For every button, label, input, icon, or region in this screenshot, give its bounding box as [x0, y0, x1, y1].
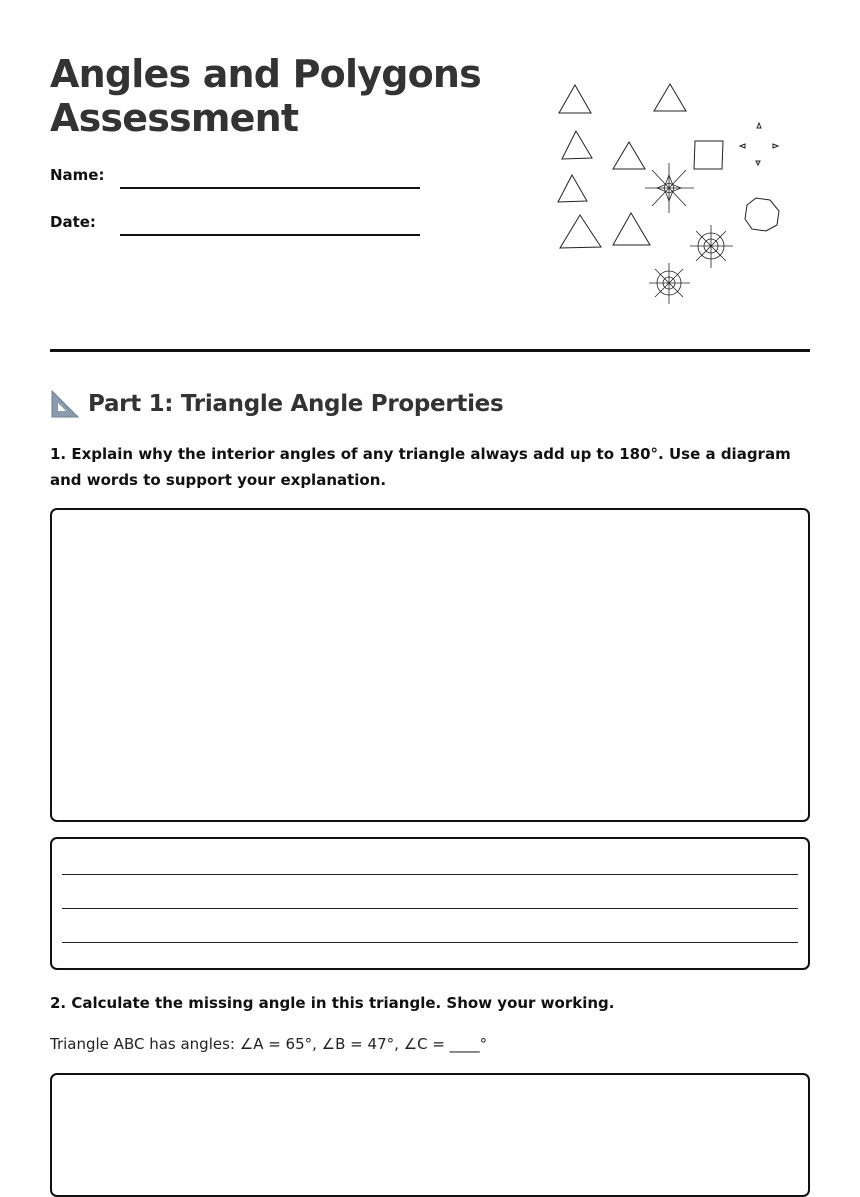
question-2: 2. Calculate the missing angle in this triangle. Show your working. [50, 994, 615, 1012]
q1-written-answer-box[interactable] [50, 837, 810, 970]
answer-line [62, 874, 798, 875]
name-field[interactable] [120, 187, 420, 189]
part1-heading [50, 388, 503, 420]
triangle-shape [559, 85, 591, 113]
compass-shape [690, 225, 733, 268]
triangle-shape [613, 142, 645, 169]
set-square-icon [50, 389, 80, 419]
triangle-shape [613, 213, 650, 245]
triangle-shape [560, 215, 601, 248]
title-line-1: Angles and Polygons [50, 52, 481, 96]
question-1: 1. Explain why the interior angles of any triangle always add up to 180°. Use a diagram and words to support your explanation. [50, 445, 791, 489]
polygon-collage-image [550, 78, 790, 313]
answer-line [62, 942, 798, 943]
star-shape [645, 163, 694, 213]
part1-heading-text: Part 1: Triangle Angle Properties [88, 391, 504, 417]
triangle-shape [654, 84, 686, 111]
page-title [50, 52, 481, 140]
section-divider [50, 349, 810, 352]
triangle-shape [562, 131, 592, 159]
title-line-2: Assessment [50, 96, 299, 140]
compass-shape [649, 263, 690, 304]
square-shape [694, 141, 723, 169]
date-field[interactable] [120, 234, 420, 236]
dots-shape [740, 123, 778, 165]
q1-diagram-answer-box[interactable] [50, 508, 810, 822]
date-label: Date: [50, 213, 96, 231]
answer-line [62, 908, 798, 909]
q2-given-angles: Triangle ABC has angles: ∠A = 65°, ∠B = 47°, ∠C = ____° [50, 1035, 488, 1053]
q2-working-box[interactable] [50, 1073, 810, 1197]
triangle-shape [558, 175, 587, 202]
octagon-shape [745, 198, 779, 231]
name-label: Name: [50, 166, 105, 184]
